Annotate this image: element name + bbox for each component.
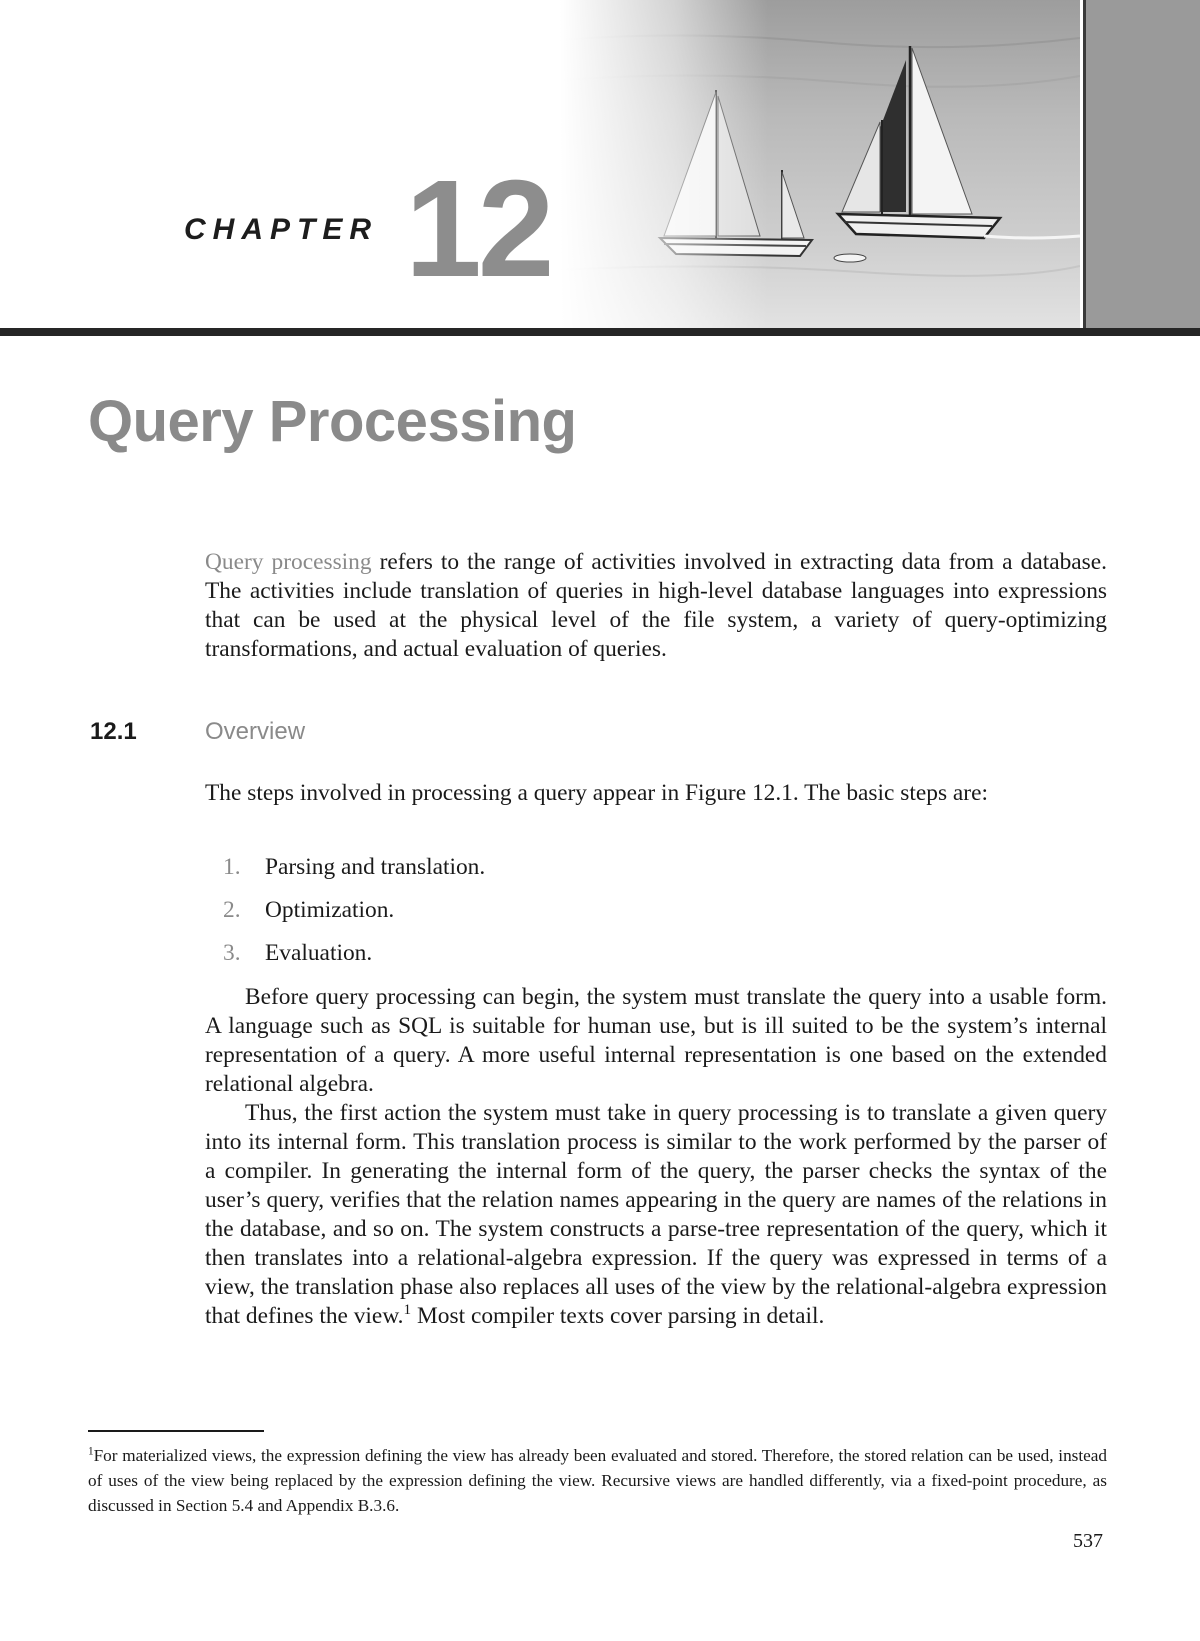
- section-number: 12.1: [90, 718, 137, 745]
- step-text: Optimization.: [265, 897, 395, 923]
- step-number: 2.: [223, 897, 241, 923]
- chapter-title: Query Processing: [88, 389, 577, 454]
- chapter-number: 12: [405, 152, 551, 306]
- step-text: Evaluation.: [265, 940, 373, 966]
- section-title: Overview: [205, 718, 306, 745]
- sailboats-photo: [560, 0, 1080, 328]
- body-paragraphs: [205, 983, 1107, 1331]
- intro-term: Query processing: [205, 549, 372, 575]
- page-number: 537: [1073, 1530, 1103, 1552]
- chapter-header: [0, 0, 1200, 335]
- paragraph-1: Before query processing can begin, the system must translate the query into a usable form. A language such as SQL is suitable for human use, but is ill suited to be the system’s internal representation of a query. A more useful internal representation is one based on the extended relational algebra.: [205, 984, 1107, 1097]
- footnote-rule: [88, 1430, 264, 1432]
- paragraph-2-end: Most compiler texts cover parsing in detail.: [411, 1303, 825, 1329]
- footnote-text: For materialized views, the expression defining the view has already been evaluated and stored. Therefore, the stored relation can be used, instead of uses of the view being replaced by the expression defining the view. Recursive views are handled differently, via a fixed-point procedure, as discussed in Section 5.4 and Appendix B.3.6.: [88, 1446, 1107, 1515]
- list-item: [223, 896, 485, 939]
- step-text: Parsing and translation.: [265, 854, 486, 880]
- list-item: [223, 853, 485, 896]
- paragraph-2-text: Thus, the first action the system must take in query processing is to translate a given query into its internal form. This translation process is similar to the work performed by the parser of a compiler. In generating the internal form of the query, the parser checks the syntax of the user’s query, verifies that the relation names appearing in the query are names of the relations in the database, and so on. The system constructs a parse-tree representation of the query, which it then translates into a relational-algebra expression. If the query was expressed in terms of a view, the translation phase also replaces all uses of the view by the relational-algebra expression that defines the view.: [205, 1100, 1107, 1329]
- step-number: 3.: [223, 940, 241, 966]
- chapter-label: CHAPTER: [184, 213, 379, 246]
- list-item: [223, 939, 485, 982]
- footnote-ref[interactable]: 1: [403, 1301, 412, 1319]
- footnote: [88, 1443, 1107, 1518]
- overview-lead: [205, 779, 1107, 808]
- header-rule: [0, 328, 1200, 336]
- steps-list: [223, 853, 485, 982]
- chapter-side-tab: [1083, 0, 1200, 328]
- footnote-mark: 1: [88, 1445, 94, 1458]
- sailboats-icon: [560, 0, 1080, 328]
- overview-lead-text: The steps involved in processing a query appear in Figure 12.1. The basic steps are:: [205, 780, 988, 806]
- step-number: 1.: [223, 854, 241, 880]
- paragraph-2: [205, 1099, 1107, 1331]
- intro-paragraph: [205, 548, 1107, 664]
- intro-text: refers to the range of activities involved in extracting data from a database. The activities include translation of queries in high-level database languages into expressions that can be used at the physical level of the file system, a variety of query-optimizing transformations, and actual evaluation of queries.: [205, 549, 1107, 662]
